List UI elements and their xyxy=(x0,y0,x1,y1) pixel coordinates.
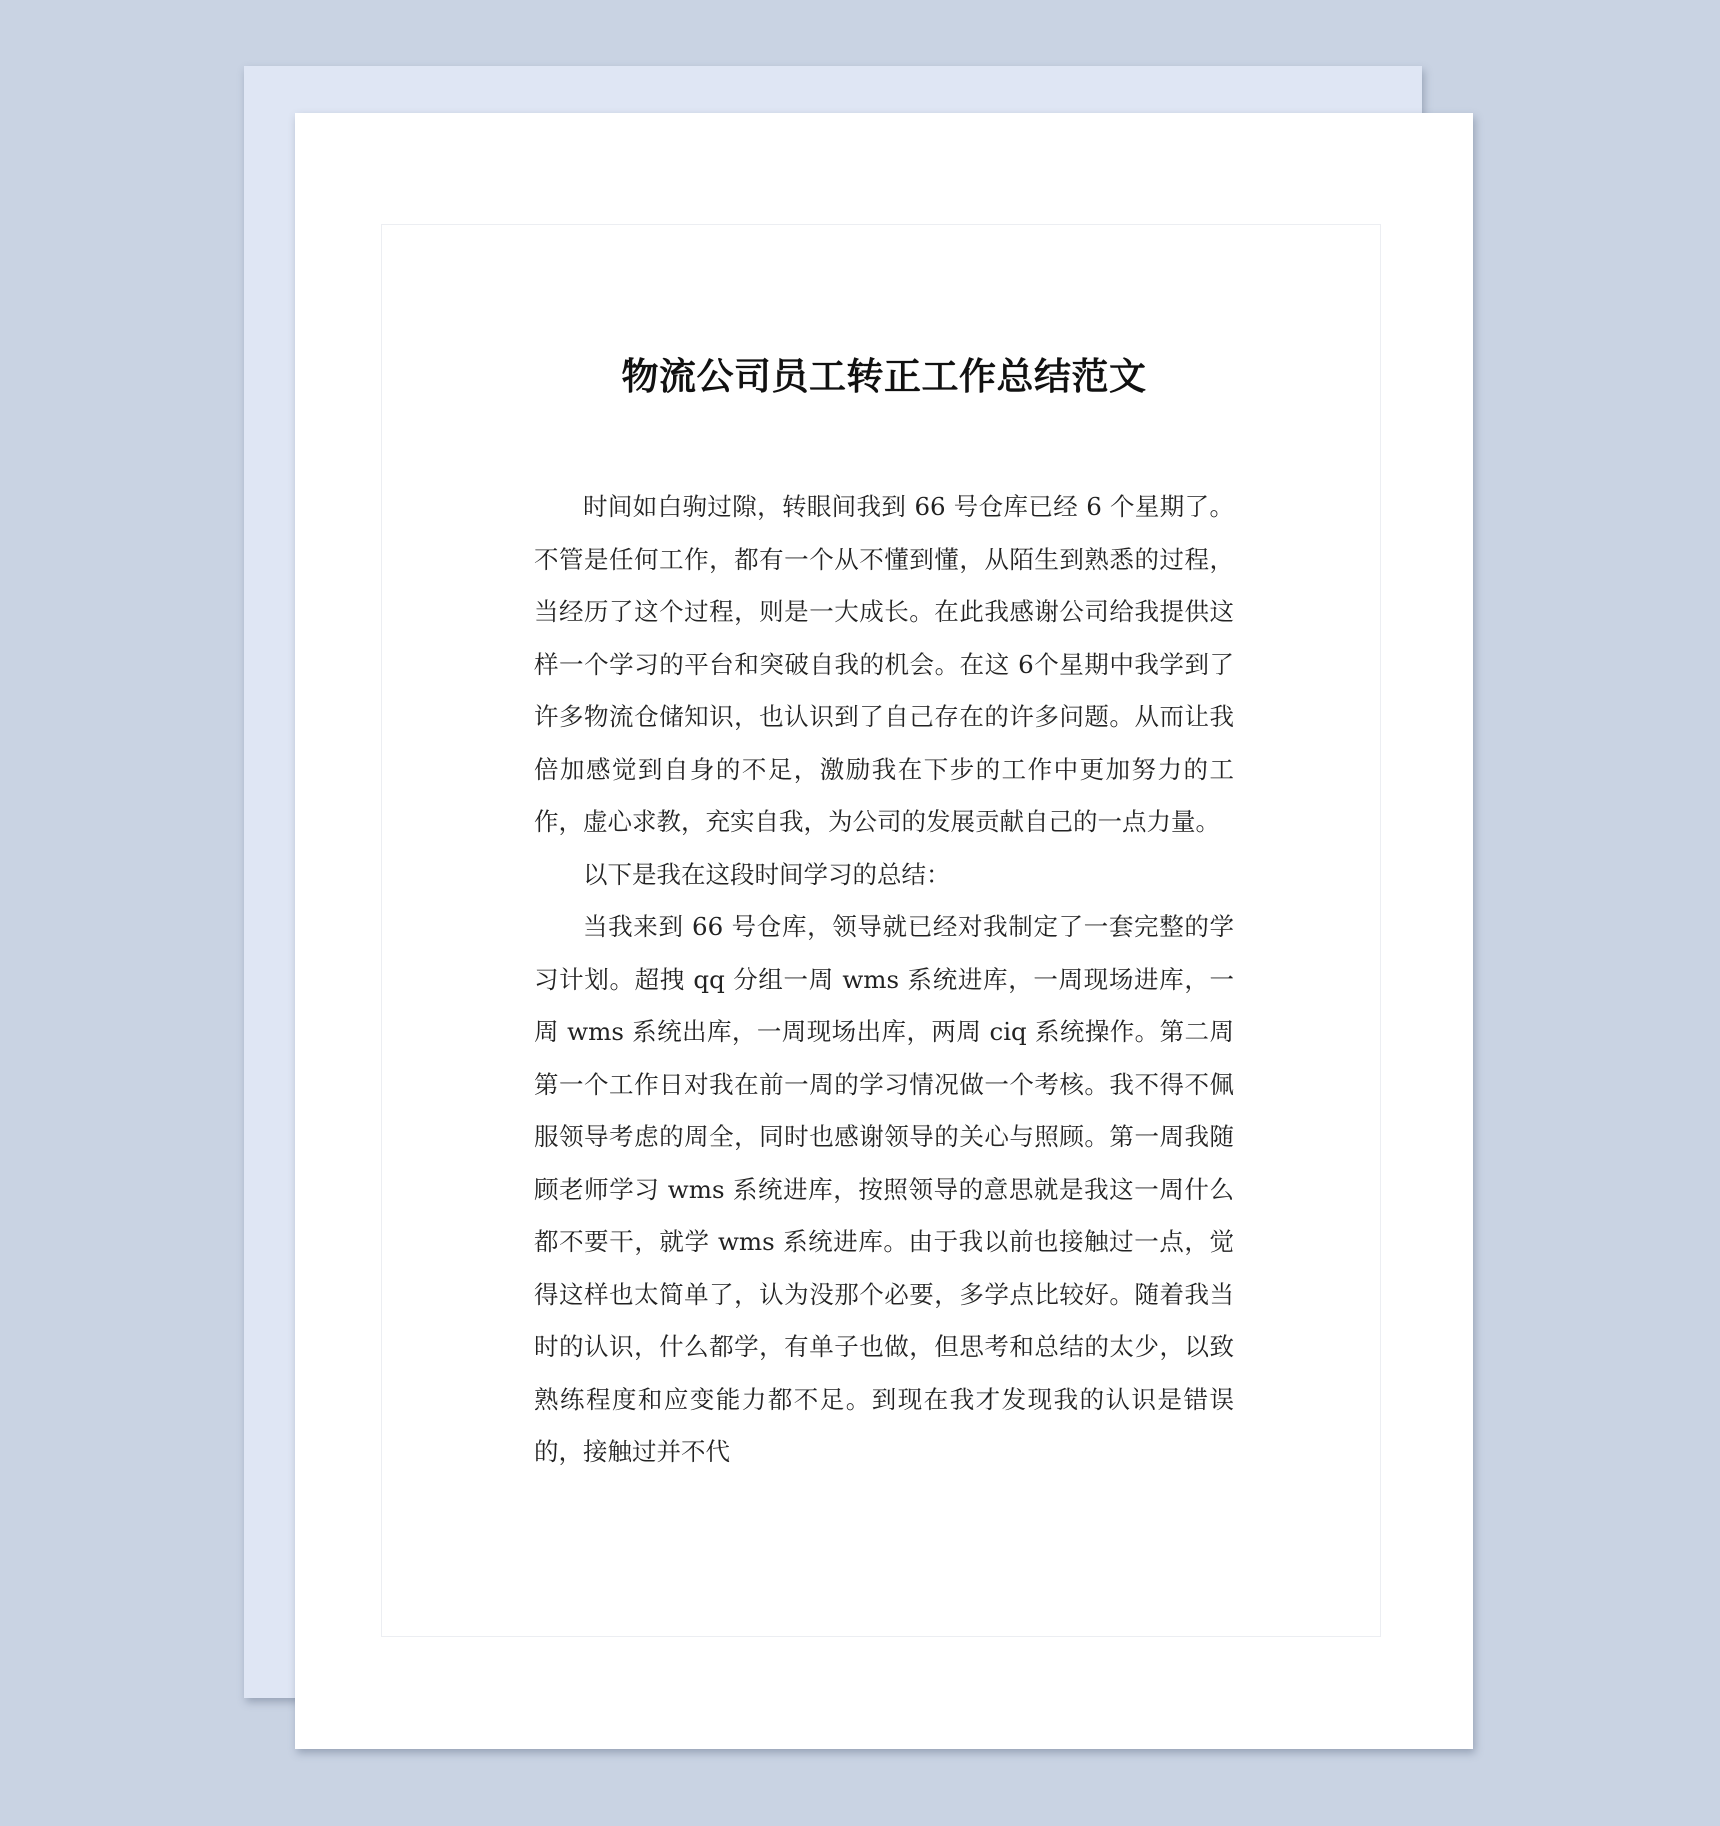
document-title: 物流公司员工转正工作总结范文 xyxy=(621,354,1147,398)
body-paragraph: 以下是我在这段时间学习的总结： xyxy=(583,859,951,889)
document-page xyxy=(295,113,1473,1749)
body-paragraph: 当我来到 66 号仓库，领导就已经对我制定了一套完整的学习计划。超拽 qq 分组一周 wms 系统进库，一周现场进库，一周 wms 系统出库，一周现场出库，两周 ciq 系统操作。第二周第一个工作日对我在前一周的学习情况做一个考核。我不得不佩服领导考虑的周全，同时也感谢领导的关心与照顾。第一周我随顾老师学习 wms 系统进库，按照领导的意思就是我这一周什么都不要干，就学 wms 系统进库。由于我以前也接触过一点，觉得这样也太简单了，认为没那个必要，多学点比较好。随着我当时的认识，什么都学，有单子也做，但思考和总结的太少，以致熟练程度和应变能力都不足。到现在我才发现我的认识是错误的，接触过并不代 xyxy=(534,912,1234,1466)
body-paragraph: 时间如白驹过隙，转眼间我到 66 号仓库已经 6 个星期了。不管是任何工作，都有一个从不懂到懂，从陌生到熟悉的过程，当经历了这个过程，则是一大成长。在此我感谢公司给我提供这样一个学习的平台和突破自我的机会。在这 6个星期中我学到了许多物流仓储知识，也认识到了自己存在的许多问题。从而让我倍加感觉到自身的不足，激励我在下步的工作中更加努力的工作，虚心求教，充实自我，为公司的发展贡献自己的一点力量。 xyxy=(534,492,1234,836)
document-body xyxy=(534,481,1234,1479)
